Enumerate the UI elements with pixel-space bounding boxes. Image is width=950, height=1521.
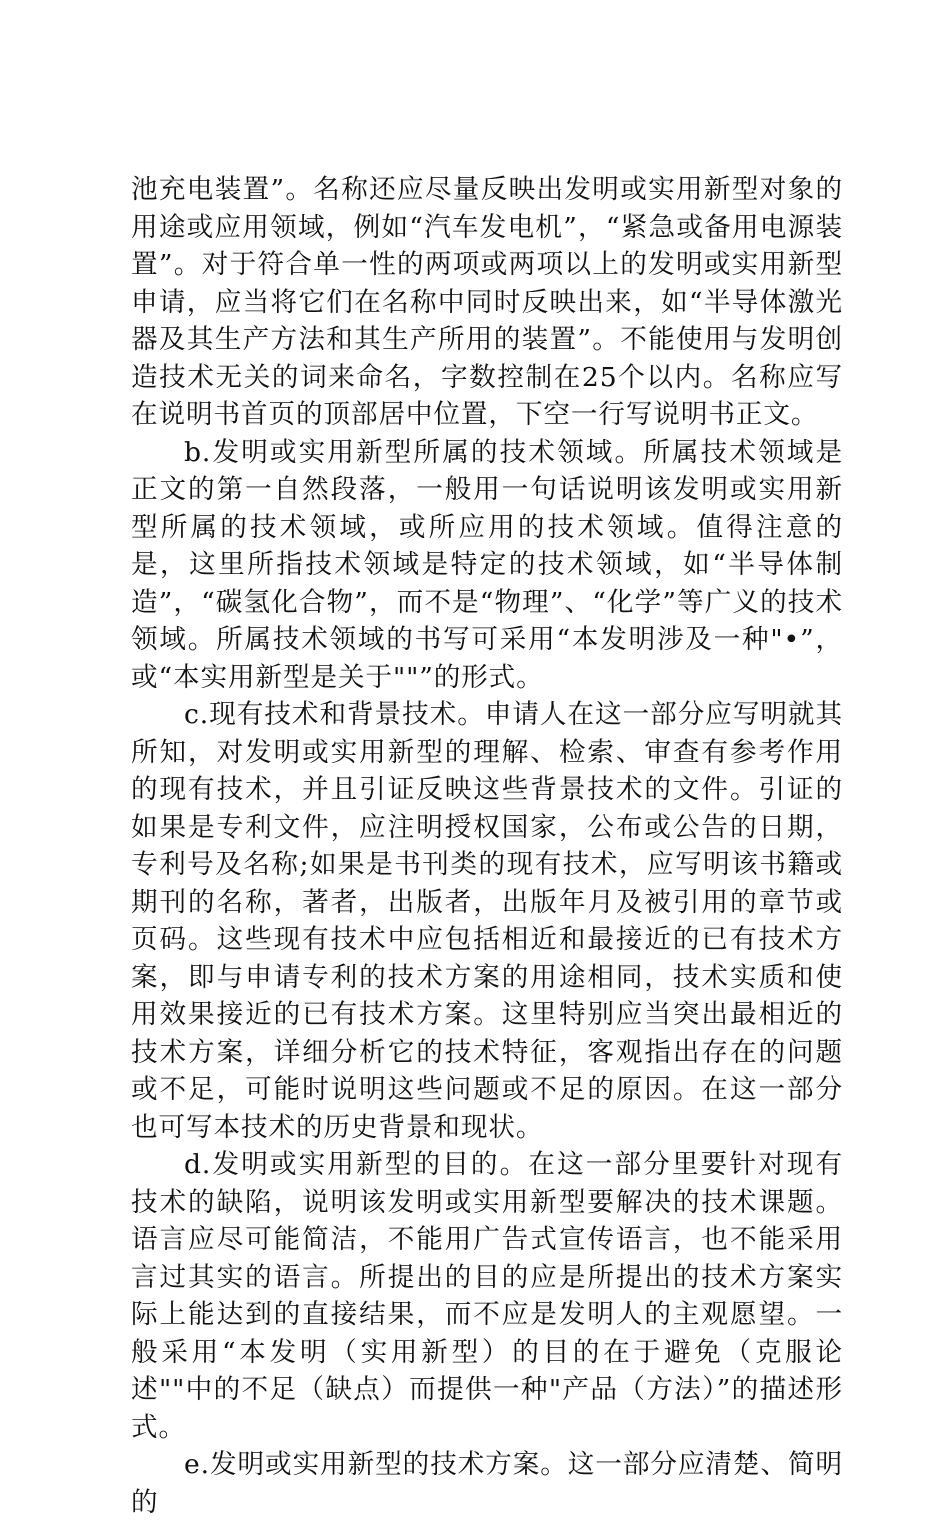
paragraph-continuation-name: 池充电装置”。名称还应尽量反映出发明或实用新型对象的用途或应用领域，例如“汽车发电机”，“紧急或备用电源装置”。对于符合单一性的两项或两项以上的发明或实用新型申请，应当将它们在名称中同时反映出来，如“半导体激光器及其生产方法和其生产所用的装置”。不能使用与发明创造技术无关的词来命名，字数控制在25个以内。名称应写在说明书首页的顶部居中位置，下空一行写说明书正文。	[131, 174, 843, 430]
document-body	[131, 171, 843, 1521]
paragraph-c-prior-art: c.现有技术和背景技术。申请人在这一部分应写明就其所知，对发明或实用新型的理解、检索、审查有参考作用的现有技术，并且引证反映这些背景技术的文件。引证的如果是专利文件，应注明授权国家，公布或公告的日期，专利号及名称;如果是书刊类的现有技术，应写明该书籍或期刊的名称，著者，出版者，出版年月及被引用的章节或页码。这些现有技术中应包括相近和最接近的已有技术方案，即与申请专利的技术方案的用途相同，技术实质和使用效果接近的已有技术方案。这里特别应当突出最相近的技术方案，详细分析它的技术特征，客观指出存在的问题或不足，可能时说明这些问题或不足的原因。在这一部分也可写本技术的历史背景和现状。	[131, 699, 843, 1143]
paragraph-d-purpose: d.发明或实用新型的目的。在这一部分里要针对现有技术的缺陷，说明该发明或实用新型要解决的技术课题。语言应尽可能简洁，不能用广告式宣传语言，也不能采用言过其实的语言。所提出的目的应是所提出的技术方案实际上能达到的直接结果，而不应是发明人的主观愿望。一般采用“本发明（实用新型）的目的在于避免（克服论述""中的不足（缺点）而提供一种"产品（方法）”的描述形式。	[131, 1149, 843, 1443]
paragraph-b-technical-field: b.发明或实用新型所属的技术领域。所属技术领域是正文的第一自然段落，一般用一句话说明该发明或实用新型所属的技术领域，或所应用的技术领域。值得注意的是，这里所指技术领域是特定的技术领域，如“半导体制造”，“碳氢化合物”，而不是“物理”、“化学”等广义的技术领域。所属技术领域的书写可采用“本发明涉及一种"•”，或“本实用新型是关于""”的形式。	[131, 436, 843, 693]
paragraph-e-technical-solution: e.发明或实用新型的技术方案。这一部分应清楚、简明的	[131, 1449, 843, 1518]
